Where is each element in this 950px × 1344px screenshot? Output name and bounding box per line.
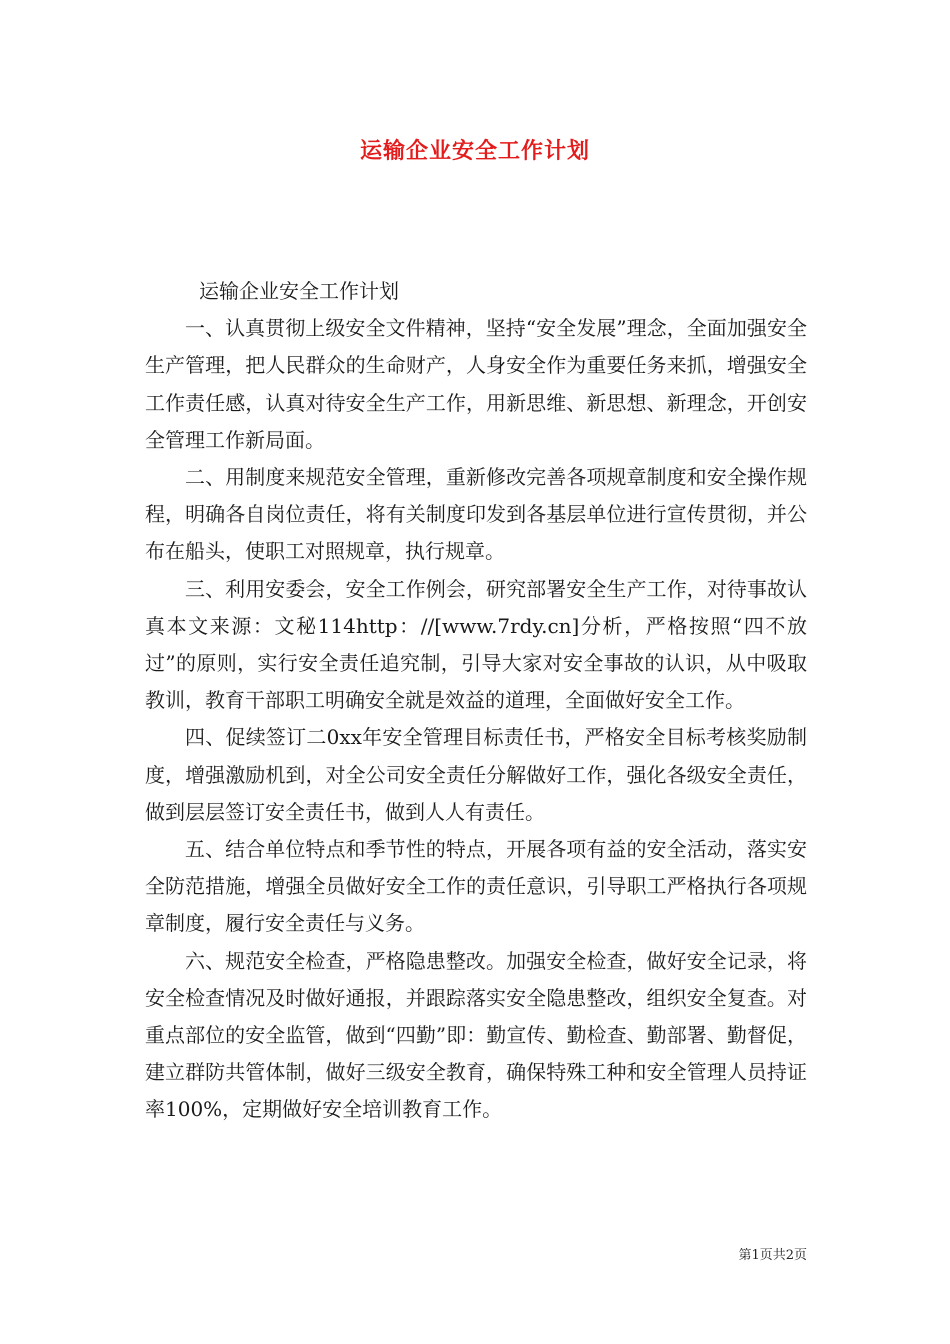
- page-number-footer: 第1页共2页: [738, 1248, 807, 1263]
- document-title: 运输企业安全工作计划: [359, 138, 590, 164]
- paragraph-1: 一、认真贯彻上级安全文件精神，坚持“安全发展”理念，全面加强安全生产管理，把人民群众的生命财产，人身安全作为重要任务来抓，增强安全工作责任感，认真对待安全生产工作，用新思维、新思想、新理念，开创安全管理工作新局面。: [145, 316, 807, 452]
- paragraph-2: 二、用制度来规范安全管理，重新修改完善各项规章制度和安全操作规程，明确各自岗位责任，将有关制度印发到各基层单位进行宣传贯彻，并公布在船头，使职工对照规章，执行规章。: [145, 465, 807, 564]
- paragraph-3: 三、利用安委会，安全工作例会，研究部署安全生产工作，对待事故认真本文来源：文秘114http：//[www.7rdy.cn]分析，严格按照“四不放过”的原则，实行安全责任追究制，引导大家对安全事故的认识，从中吸取教训，教育干部职工明确安全就是效益的道理，全面做好安全工作。: [145, 576, 807, 713]
- document-body: [145, 273, 807, 1129]
- paragraph-5: 五、结合单位特点和季节性的特点，开展各项有益的安全活动，落实安全防范措施，增强全员做好安全工作的责任意识，引导职工严格执行各项规章制度，履行安全责任与义务。: [145, 837, 807, 936]
- paragraph-4: 四、促续签订二0xx年安全管理目标责任书，严格安全目标考核奖励制度，增强激励机到，对全公司安全责任分解做好工作，强化各级安全责任，做到层层签订安全责任书，做到人人有责任。: [145, 725, 807, 824]
- document-subtitle: 运输企业安全工作计划: [199, 279, 399, 303]
- paragraph-6: 六、规范安全检查，严格隐患整改。加强安全检查，做好安全记录，将安全检查情况及时做好通报，并跟踪落实安全隐患整改，组织安全复查。对重点部位的安全监管，做到“四勤”即：勤宣传、勤检查、勤部署、勤督促，建立群防共管体制，做好三级安全教育，确保特殊工种和安全管理人员持证率100%，定期做好安全培训教育工作。: [145, 948, 807, 1122]
